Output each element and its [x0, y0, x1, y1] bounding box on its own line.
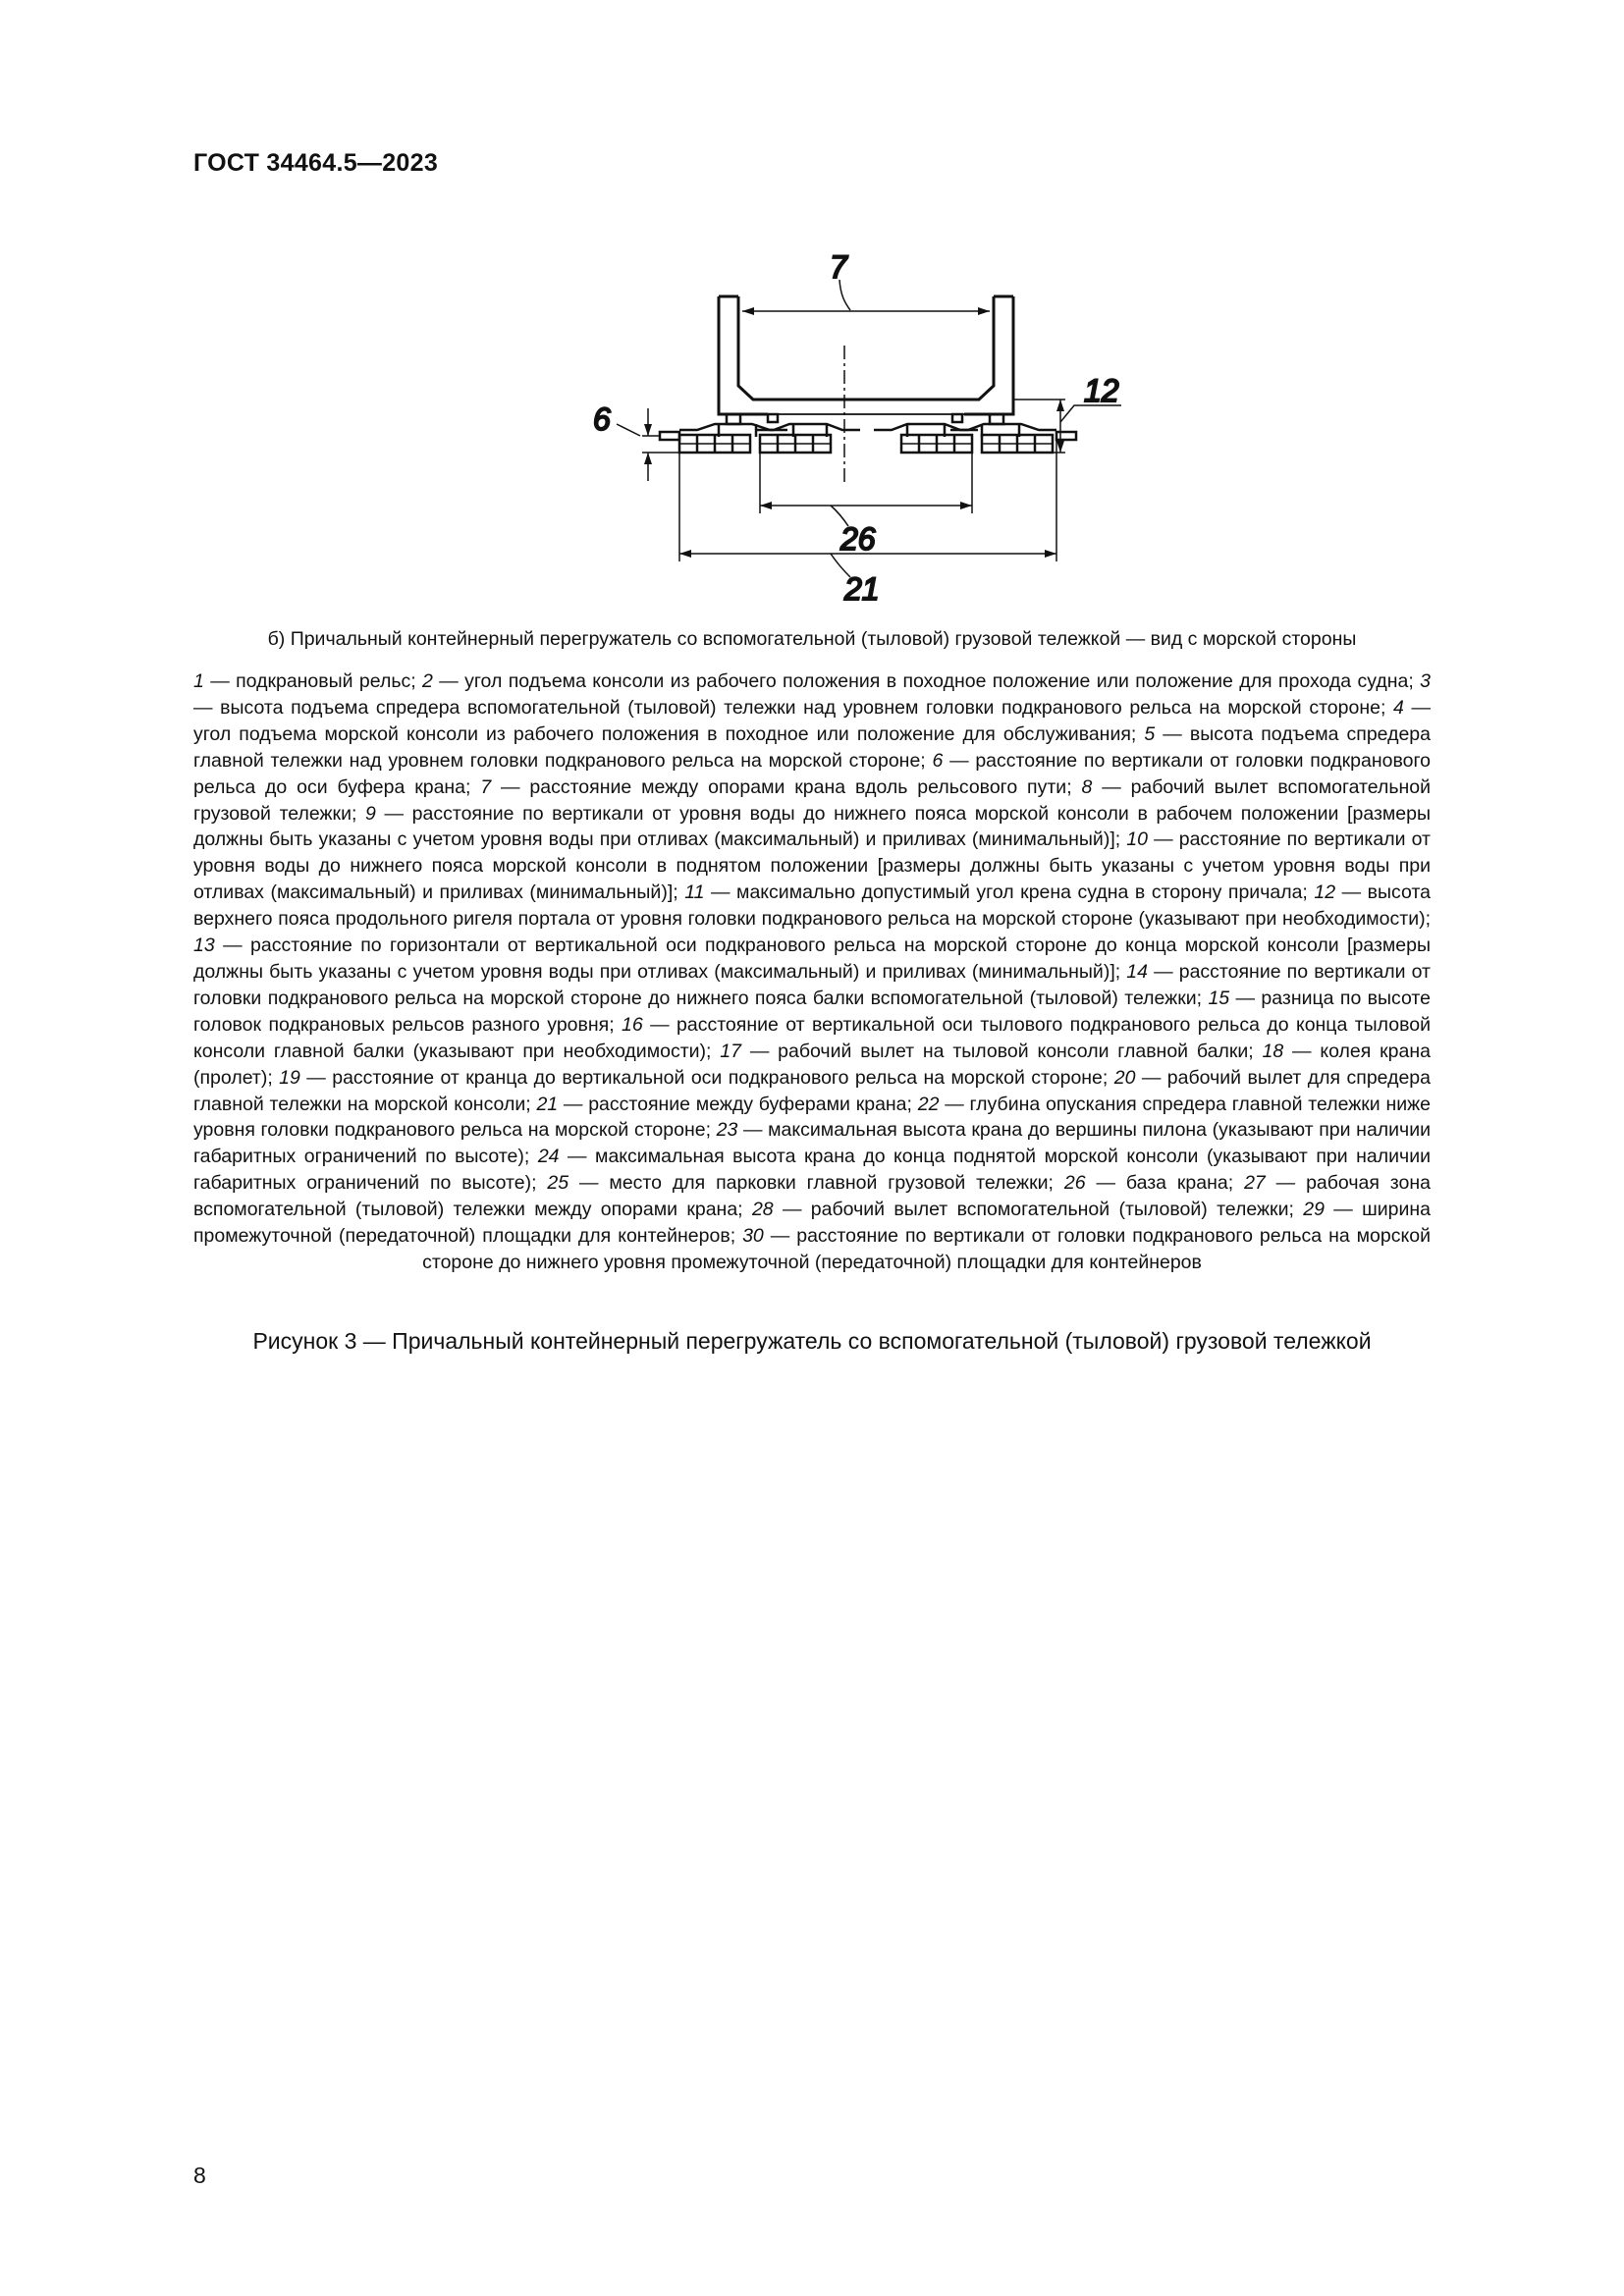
label-26: 26	[840, 521, 876, 557]
legend-item-text: — глубина опускания спредера главной тележки ниже уровня головки подкранового рельса на морской стороне;	[193, 1093, 1431, 1142]
legend-item-number: 24	[537, 1146, 560, 1168]
legend-item-number: 1	[193, 670, 204, 692]
legend-item-text: — угол подъема консоли из рабочего положения в походное положение или положение для прохода судна;	[432, 670, 1421, 692]
legend-item-number: 27	[1244, 1172, 1266, 1195]
legend-item-number: 4	[1393, 696, 1404, 719]
legend-item-text: — максимальная высота крана до вершины пилона (указывают при наличии габаритных ограничений по высоте);	[193, 1119, 1432, 1168]
legend-item-number: 12	[1314, 881, 1336, 904]
figure-title: Рисунок 3 — Причальный контейнерный перегружатель со вспомогательной (тыловой) грузовой тележкой	[252, 1328, 1372, 1354]
legend-item	[720, 1041, 1262, 1062]
legend-item-text: — высота подъема спредера главной тележки над уровнем головки подкранового рельса на морской стороне;	[193, 722, 1432, 772]
technical-drawing	[550, 236, 1139, 609]
legend-item-text: — максимальная высота крана до конца поднятой морской консоли (указывают при наличии габаритных ограничений по высоте);	[193, 1146, 1431, 1195]
legend-item-text: — разница по высоте головок подкрановых рельсов разного уровня;	[193, 987, 1431, 1036]
legend-item-text: — расстояние по горизонтали от вертикальной оси подкранового рельса на морской стороне до конца морской консоли [размеры должны быть указаны с учетом уровня воды при отливах (максимальный) и приливах (минимальный)];	[193, 934, 1431, 983]
legend-item-text: — рабочая зона вспомогательной (тыловой) тележки между опорами крана;	[193, 1172, 1431, 1221]
legend-item-text: — рабочий вылет для спредера главной тележки на морской консоли;	[193, 1066, 1431, 1115]
legend-item-text: — рабочий вылет вспомогательной грузовой тележки;	[193, 775, 1432, 825]
legend-item-text: — рабочий вылет на тыловой консоли главной балки;	[740, 1040, 1263, 1062]
legend-item-number: 20	[1113, 1066, 1136, 1089]
legend-item-text: — база крана;	[1085, 1172, 1245, 1195]
legend-item	[752, 1199, 1303, 1220]
legend-item-text: — расстояние по вертикали от головки подкранового рельса на морской стороне до нижнего уровня промежуточной (передаточной) площадки для контейнеров	[422, 1225, 1431, 1273]
legend-item	[279, 1067, 1114, 1089]
bogie-upper-pads	[727, 414, 1003, 424]
legend-item-text: — расстояние по вертикали от уровня воды до нижнего пояса морской консоли в поднятом положении [размеры должны быть указаны с учетом уровня воды при отливах (максимальный) и приливах (минимальный)];	[193, 828, 1431, 904]
label-7: 7	[830, 249, 847, 285]
legend-item-number: 15	[1208, 987, 1230, 1009]
dimension-6	[617, 408, 679, 481]
legend-item-text: — расстояние от вертикальной оси тылового подкранового рельса до конца тыловой консоли главной балки (указывают при необходимости);	[193, 1013, 1431, 1062]
legend-item-text: — максимально допустимый угол крена судна в сторону причала;	[704, 881, 1315, 904]
legend-item-text: — высота подъема спредера вспомогательной (тыловой) тележки над уровнем головки подкранового рельса на морской стороне;	[193, 696, 1393, 719]
legend-item-number: 13	[193, 934, 215, 957]
legend-item-text: — расстояние между буферами крана;	[558, 1093, 918, 1115]
legend-item-number: 3	[1420, 670, 1431, 692]
legend-item-number: 14	[1126, 960, 1148, 983]
legend-item-number: 10	[1126, 828, 1148, 851]
subfigure-caption: б) Причальный контейнерный перегружатель со вспомогательной (тыловой) грузовой тележкой — вид с морской стороны	[267, 628, 1357, 650]
legend-item-text: — расстояние между опорами крана вдоль рельсового пути;	[491, 775, 1082, 798]
legend-item	[1064, 1172, 1244, 1194]
dimension-7	[742, 280, 990, 311]
legend-item-text: — угол подъема морской консоли из рабочего положения в походное или положение для обслуживания;	[193, 696, 1431, 745]
legend-item	[684, 881, 1314, 903]
legend-item-number: 19	[279, 1066, 300, 1089]
legend-item-text: — ширина промежуточной (передаточной) площадки для контейнеров;	[193, 1199, 1431, 1248]
legend-item	[536, 1094, 917, 1115]
legend-item	[547, 1172, 1063, 1194]
wheel-bogies	[679, 435, 1053, 453]
legend-item-number: 6	[932, 749, 944, 772]
page-number: 8	[193, 2163, 206, 2188]
legend-item-number: 26	[1063, 1172, 1086, 1195]
figure-legend	[193, 668, 1431, 1276]
legend-item-number: 7	[480, 775, 492, 798]
legend-item-text: — расстояние по вертикали от головки подкранового рельса на морской стороне до нижнего пояса балки вспомогательной (тыловой) тележки;	[193, 960, 1431, 1009]
legend-item-number: 28	[751, 1199, 774, 1221]
legend-item-text: — расстояние от кранца до вертикальной оси подкранового рельса на морской стороне;	[299, 1066, 1114, 1089]
legend-item-text: — расстояние по вертикали от уровня воды до нижнего пояса морской консоли в рабочем положении [размеры должны быть указаны с учетом уровня воды при отливах (максимальный) и приливах (минимальный)];	[193, 802, 1431, 851]
legend-item-number: 16	[622, 1013, 643, 1036]
legend-item	[422, 670, 1420, 692]
legend-item-text: — подкрановый рельс;	[203, 670, 423, 692]
legend-item-number: 11	[684, 881, 705, 904]
legend-item-number: 22	[917, 1093, 940, 1115]
legend-item-number: 8	[1081, 775, 1093, 798]
dimension-21	[679, 440, 1056, 577]
legend-item-number: 18	[1262, 1040, 1284, 1062]
legend-item-number: 9	[365, 802, 376, 825]
legend-item	[193, 670, 422, 692]
dimension-26	[760, 453, 972, 526]
legend-item-text: — колея крана (пролет);	[193, 1040, 1431, 1089]
document-header: ГОСТ 34464.5—2023	[193, 149, 439, 177]
label-6: 6	[593, 401, 611, 437]
legend-item-number: 29	[1303, 1199, 1325, 1221]
legend-item-text: — расстояние по вертикали от головки подкранового рельса до оси буфера крана;	[193, 749, 1431, 798]
legend-item-number: 17	[720, 1040, 741, 1062]
portal-frame	[719, 296, 1013, 414]
legend-item-number: 5	[1144, 722, 1156, 745]
legend-item-text: — высота верхнего пояса продольного ригеля портала от уровня головки подкранового рельса на морской стороне (указывают при необходимости);	[193, 881, 1432, 931]
legend-item	[480, 776, 1081, 798]
legend-item-number: 23	[716, 1119, 738, 1142]
legend-item-text: — место для парковки главной грузовой тележки;	[568, 1172, 1064, 1195]
legend-item-number: 30	[742, 1225, 764, 1248]
legend-item-number: 25	[547, 1172, 569, 1195]
legend-item-text: — рабочий вылет вспомогательной (тыловой) тележки;	[773, 1199, 1304, 1221]
legend-item-number: 2	[422, 670, 433, 692]
label-12: 12	[1084, 373, 1119, 408]
legend-item-number: 21	[536, 1093, 559, 1115]
label-21: 21	[844, 571, 880, 607]
